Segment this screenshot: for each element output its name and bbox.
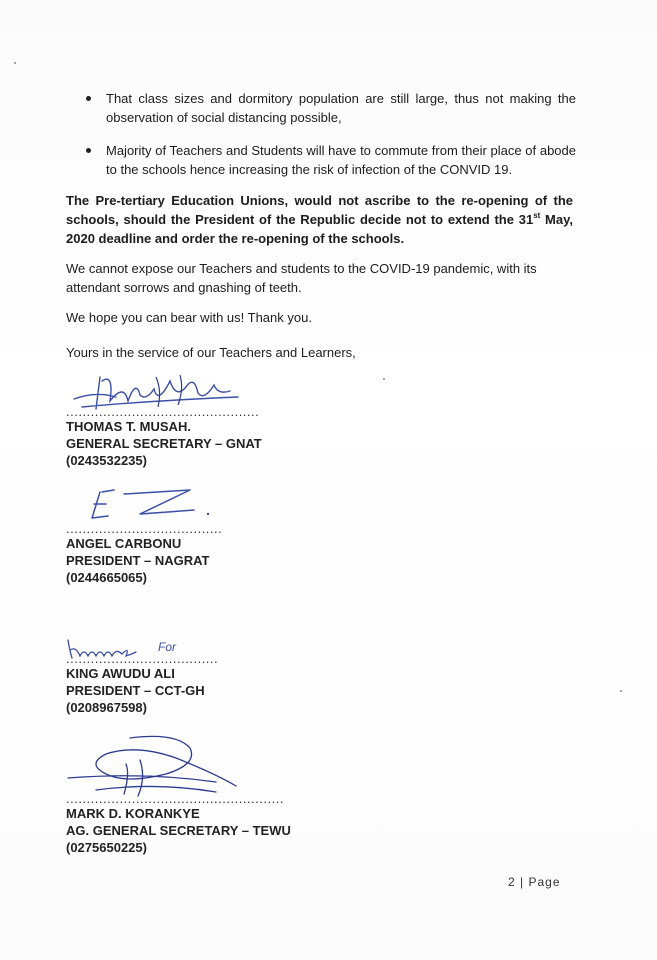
signatory-name: KING AWUDU ALI (66, 666, 175, 681)
signature-ali (66, 638, 206, 668)
signature-block-tewu (66, 792, 291, 856)
signatory-title: PRESIDENT – NAGRAT (66, 553, 210, 568)
signatory-phone: (0208967598) (66, 700, 147, 715)
bullet-text: That class sizes and dormitory population are still large, thus not making the observation of social distancing possible, (106, 91, 576, 125)
signature-block-nagrat (66, 522, 222, 586)
scan-speck (383, 378, 385, 380)
signature-line: ..................................................... (66, 791, 284, 806)
closing-paragraph: Yours in the service of our Teachers and Learners, (66, 345, 356, 360)
signatory-phone: (0244665065) (66, 570, 147, 585)
signatory-title: GENERAL SECRETARY – GNAT (66, 436, 262, 451)
bullet-text: Majority of Teachers and Students will have to commute from their place of abode to the schools hence increasing the risk of infection of the CONVID 19. (106, 143, 576, 177)
signature-korankye (66, 734, 246, 804)
signature-line: ............................................... (66, 404, 260, 419)
bullet-list (86, 89, 576, 193)
signatory-phone: (0243532235) (66, 453, 147, 468)
signature-line: ..................................... (66, 651, 219, 666)
scan-speck (14, 62, 16, 64)
signatory-name: THOMAS T. MUSAH. (66, 419, 191, 434)
signature-for-text: For (158, 640, 176, 654)
unions-statement (66, 191, 573, 248)
signatory-title: AG. GENERAL SECRETARY – TEWU (66, 823, 291, 838)
signatory-name: ANGEL CARBONU (66, 536, 182, 551)
expose-paragraph: We cannot expose our Teachers and students to the COVID-19 pandemic, with its attendant sorrows and gnashing of teeth. (66, 261, 537, 295)
statement-part1: The Pre-tertiary Education Unions, would not ascribe to the re-opening of the schools, should the President of the Republic decide not to extend the 31 (66, 193, 573, 227)
footer-separator: | (520, 875, 525, 889)
bullet-item (86, 89, 576, 127)
statement-part2: May, 2020 deadline and order the re-opening of the schools. (66, 212, 573, 246)
signature-carbonu (84, 488, 234, 528)
page-footer (508, 875, 561, 889)
signatory-name: MARK D. KORANKYE (66, 806, 200, 821)
bullet-icon (86, 148, 91, 153)
page-label: Page (528, 875, 561, 889)
hope-paragraph: We hope you can bear with us! Thank you. (66, 310, 312, 325)
bullet-icon (86, 96, 91, 101)
signature-musah (66, 371, 246, 421)
page-number: 2 (508, 875, 516, 889)
bullet-item (86, 141, 576, 179)
statement-superscript: st (533, 211, 541, 220)
signatory-phone: (0275650225) (66, 840, 147, 855)
signature-line: ...................................... (66, 521, 223, 536)
scan-speck (620, 690, 622, 692)
signatory-title: PRESIDENT – CCT-GH (66, 683, 205, 698)
signature-block-cct (66, 640, 219, 716)
signature-block-gnat (66, 405, 262, 469)
